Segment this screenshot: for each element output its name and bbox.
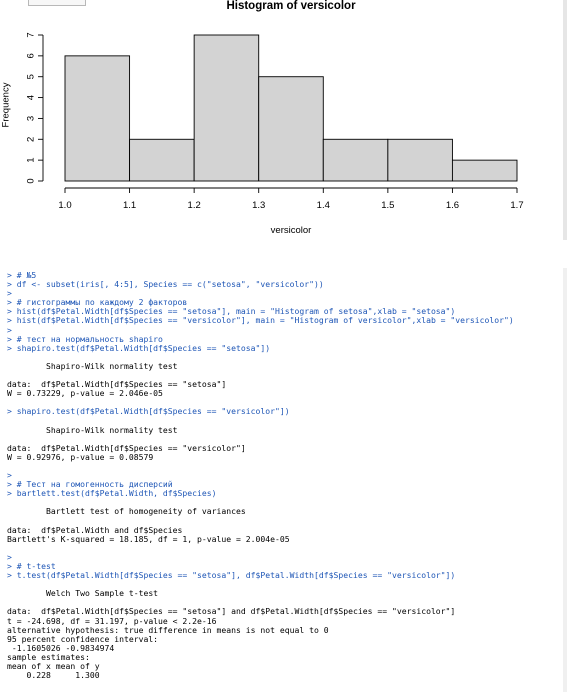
console-output-line: sample estimates: [7,651,90,662]
chart-title: Histogram of versicolor [226,0,356,12]
histogram-bar [130,139,195,181]
console-output-line: data: df$Petal.Width[df$Species == "setosa"] [7,379,227,390]
console-command-line: > # Тест на гомогенность дисперсий [7,479,173,490]
y-tick-label: 7 [25,32,37,38]
console-command-line: > shapiro.test(df$Petal.Width[df$Species == "setosa"]) [7,342,271,353]
console-command-line: > [7,324,12,335]
console-command-line: > hist(df$Petal.Width[df$Species == "setosa"], main = "Histogram of setosa",xlab = "setosa") [7,306,456,317]
y-tick-label: 1 [25,157,37,163]
console-output-line: W = 0.73229, p-value = 2.046e-05 [7,388,163,399]
y-tick-label: 4 [25,94,37,101]
console-command-line: > [7,470,12,481]
console-command-line: > [7,288,12,299]
console-output-line: Bartlett test of homogeneity of variances [7,506,246,517]
histogram-bar [194,35,259,181]
console-blank-line [7,544,561,553]
console-command-line: > df <- subset(iris[, 4:5], Species == c("setosa", "versicolor")) [7,279,324,290]
x-tick-label: 1.5 [381,200,395,211]
x-axis-label: versicolor [270,225,312,236]
console-output [7,271,561,680]
console-blank-line [7,462,561,471]
console-command-line: > bartlett.test(df$Petal.Width, df$Species) [7,488,217,499]
console-command-line: > [7,551,12,562]
console-output-line: Bartlett's K-squared = 18.185, df = 1, p-value = 2.004e-05 [7,533,290,544]
plot-panel [0,0,567,240]
console-output-line: -1.1605026 -0.9834974 [7,642,115,653]
console-command-line: > # тест на нормальность shapiro [7,333,163,344]
console-output-line: data: df$Petal.Width[df$Species == "versicolor"] [7,442,246,453]
console-output-line: alternative hypothesis: true difference in means is not equal to 0 [7,624,329,635]
plot-panel-scrollbar[interactable] [563,0,567,240]
console-command-line: > # гистограммы по каждому 2 факторов [7,297,188,308]
console-command-line: > # №5 [7,270,37,280]
console-scrollbar[interactable] [563,268,567,692]
r-console[interactable] [0,268,567,692]
histogram-bar [323,139,388,181]
pane-divider[interactable] [0,240,567,268]
histogram-bar [65,56,130,181]
y-tick-label: 0 [25,178,37,184]
console-command-line: > # t-test [7,561,56,571]
x-tick-label: 1.0 [58,200,72,211]
x-tick-label: 1.6 [445,200,460,211]
console-output-line: data: df$Petal.Width and df$Species [7,524,183,535]
histogram-bar [259,77,324,181]
y-tick-label: 3 [25,115,37,122]
y-tick-label: 5 [25,74,37,80]
console-command-line: > t.test(df$Petal.Width[df$Species == "setosa"], df$Petal.Width[df$Species == "versicolor"]) [7,570,456,581]
console-output-line: data: df$Petal.Width[df$Species == "setosa"] and df$Petal.Width[df$Species == "versicolor"] [7,606,456,617]
console-output-line: 0.228 1.300 [7,670,100,681]
x-tick-label: 1.4 [316,200,330,211]
y-tick-label: 6 [25,53,37,59]
console-output-line: W = 0.92976, p-value = 0.08579 [7,451,154,462]
x-tick-label: 1.3 [252,200,266,211]
x-tick-label: 1.2 [187,200,201,211]
histogram-chart [0,0,563,240]
console-output-line: t = -24.698, df = 31.197, p-value < 2.2e-16 [7,615,217,626]
histogram-bar [388,139,453,181]
x-tick-label: 1.7 [510,200,524,211]
console-output-line: Welch Two Sample t-test [7,588,159,599]
histogram-bar [452,160,517,181]
console-output-line: mean of x mean of y [7,661,100,672]
console-command-line: > shapiro.test(df$Petal.Width[df$Species == "versicolor"]) [7,406,290,417]
console-output-line: Shapiro-Wilk normality test [7,360,178,371]
y-axis-label: Frequency [0,82,12,128]
console-output-line: Shapiro-Wilk normality test [7,424,178,435]
x-tick-label: 1.1 [122,200,137,211]
y-tick-label: 2 [25,136,37,142]
console-command-line: > hist(df$Petal.Width[df$Species == "versicolor"], main = "Histogram of versicolor",xlab = "versicolor") [7,315,514,326]
console-output-line: 95 percent confidence interval: [7,633,159,644]
